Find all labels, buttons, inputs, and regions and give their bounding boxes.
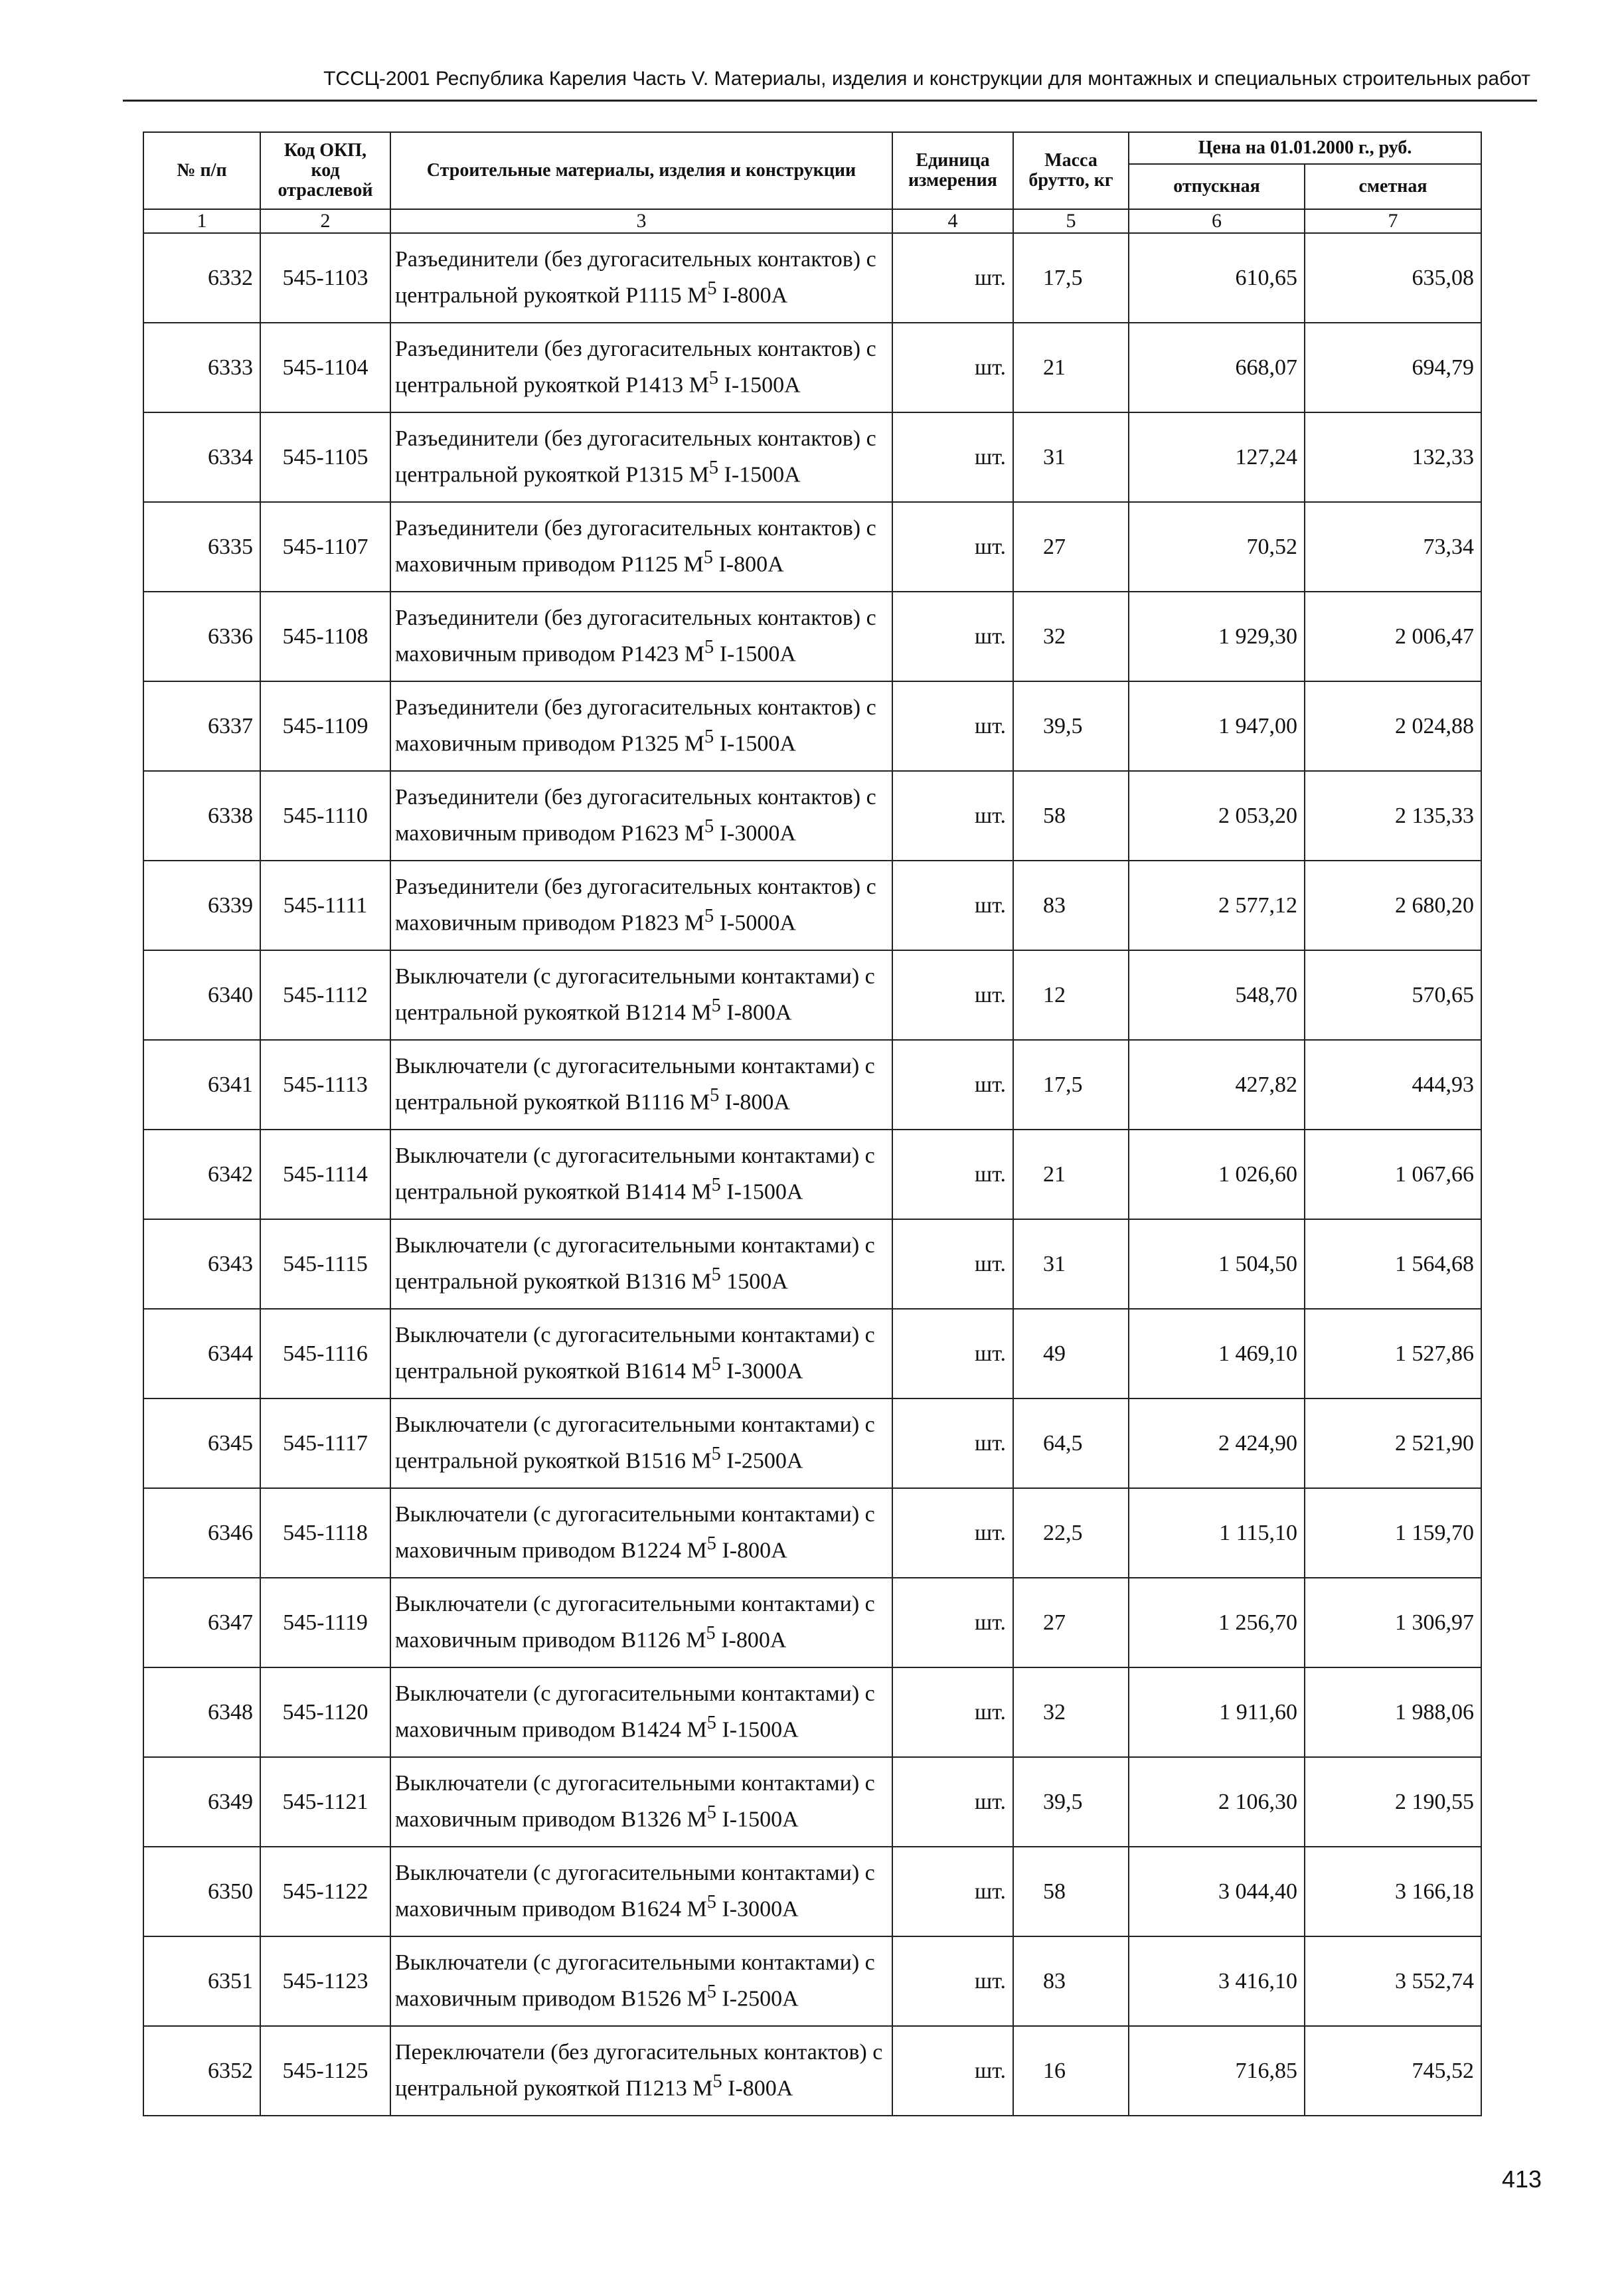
price-release-cell: 1 115,10 (1129, 1488, 1305, 1578)
description-superscript: 5 (706, 1892, 716, 1913)
material-description (390, 233, 892, 323)
description-text: Разъединители (без дугогасительных контактов) с маховичным приводом Р1823 М (395, 875, 876, 936)
price-release-cell: 1 256,70 (1129, 1578, 1305, 1667)
okp-code: 545-1114 (260, 1130, 390, 1219)
price-estimate-cell: 1 067,66 (1305, 1130, 1481, 1219)
description-text: Выключатели (с дугогасительными контактами) с маховичным приводом В1526 М (395, 1950, 875, 2011)
price-release-cell: 427,82 (1129, 1040, 1305, 1130)
okp-code: 545-1115 (260, 1219, 390, 1309)
mass-cell: 31 (1013, 1219, 1129, 1309)
description-text: Разъединители (без дугогасительных контактов) с маховичным приводом Р1125 М (395, 516, 876, 577)
description-superscript: 5 (706, 1982, 716, 2003)
material-description (390, 1757, 892, 1847)
description-superscript: 5 (706, 1713, 716, 1734)
description-superscript: 5 (704, 816, 714, 837)
okp-code: 545-1107 (260, 502, 390, 592)
table-row (143, 1667, 1481, 1757)
mass-cell: 12 (1013, 950, 1129, 1040)
table-row (143, 681, 1481, 771)
column-number: 5 (1013, 209, 1129, 233)
mass-cell: 31 (1013, 412, 1129, 502)
price-estimate-cell: 2 024,88 (1305, 681, 1481, 771)
description-text: Выключатели (с дугогасительными контактами) с центральной рукояткой В1614 М (395, 1323, 875, 1384)
price-estimate-cell: 444,93 (1305, 1040, 1481, 1130)
header-price: Цена на 01.01.2000 г., руб. (1129, 132, 1481, 164)
description-rating: I-1500А (716, 1807, 799, 1832)
price-estimate-cell: 694,79 (1305, 323, 1481, 412)
price-release-cell: 1 026,60 (1129, 1130, 1305, 1219)
header-price-estimate: сметная (1305, 164, 1481, 209)
description-text: Выключатели (с дугогасительными контактами) с центральной рукояткой В1116 М (395, 1054, 875, 1115)
table-row (143, 323, 1481, 412)
description-superscript: 5 (706, 1533, 716, 1555)
price-estimate-cell: 132,33 (1305, 412, 1481, 502)
description-superscript: 5 (704, 906, 714, 927)
description-text: Переключатели (без дугогасительных контактов) с центральной рукояткой П1213 М (395, 2040, 883, 2101)
price-release-cell: 70,52 (1129, 502, 1305, 592)
row-number: 6346 (143, 1488, 260, 1578)
description-superscript: 5 (704, 726, 714, 748)
price-release-cell: 1 504,50 (1129, 1219, 1305, 1309)
row-number: 6351 (143, 1936, 260, 2026)
okp-code: 545-1116 (260, 1309, 390, 1398)
description-rating: I-1500А (718, 462, 801, 487)
price-estimate-cell: 3 166,18 (1305, 1847, 1481, 1936)
column-number: 7 (1305, 209, 1481, 233)
unit-cell: шт. (892, 1219, 1013, 1309)
material-description (390, 1040, 892, 1130)
material-description (390, 1936, 892, 2026)
unit-cell: шт. (892, 412, 1013, 502)
table-row (143, 502, 1481, 592)
okp-code: 545-1104 (260, 323, 390, 412)
unit-cell: шт. (892, 1130, 1013, 1219)
description-text: Выключатели (с дугогасительными контактами) с маховичным приводом В1424 М (395, 1681, 875, 1742)
material-description (390, 1578, 892, 1667)
unit-cell: шт. (892, 950, 1013, 1040)
price-release-cell: 1 469,10 (1129, 1309, 1305, 1398)
description-text: Выключатели (с дугогасительными контактами) с центральной рукояткой В1214 М (395, 964, 875, 1025)
description-text: Выключатели (с дугогасительными контактами) с центральной рукояткой В1316 М (395, 1233, 875, 1294)
description-text: Разъединители (без дугогасительных контактов) с маховичным приводом Р1325 М (395, 695, 876, 756)
row-number: 6350 (143, 1847, 260, 1936)
row-number: 6343 (143, 1219, 260, 1309)
price-estimate-cell: 1 988,06 (1305, 1667, 1481, 1757)
unit-cell: шт. (892, 1309, 1013, 1398)
unit-cell: шт. (892, 233, 1013, 323)
price-estimate-cell: 2 680,20 (1305, 861, 1481, 950)
row-number: 6341 (143, 1040, 260, 1130)
column-number: 4 (892, 209, 1013, 233)
okp-code: 545-1123 (260, 1936, 390, 2026)
column-number: 3 (390, 209, 892, 233)
row-number: 6338 (143, 771, 260, 861)
table-row (143, 1936, 1481, 2026)
description-superscript: 5 (712, 2071, 722, 2092)
okp-code: 545-1105 (260, 412, 390, 502)
mass-cell: 32 (1013, 1667, 1129, 1757)
mass-cell: 21 (1013, 1130, 1129, 1219)
table-row (143, 1219, 1481, 1309)
description-text: Разъединители (без дугогасительных контактов) с центральной рукояткой Р1413 М (395, 337, 876, 398)
description-text: Разъединители (без дугогасительных контактов) с маховичным приводом Р1423 М (395, 606, 876, 667)
unit-cell: шт. (892, 771, 1013, 861)
description-superscript: 5 (707, 278, 717, 299)
description-text: Выключатели (с дугогасительными контактами) с маховичным приводом В1624 М (395, 1861, 875, 1922)
mass-cell: 16 (1013, 2026, 1129, 2116)
price-release-cell: 2 106,30 (1129, 1757, 1305, 1847)
material-description (390, 323, 892, 412)
okp-code: 545-1113 (260, 1040, 390, 1130)
price-estimate-cell: 1 306,97 (1305, 1578, 1481, 1667)
table-row (143, 861, 1481, 950)
description-rating: I-3000А (716, 1897, 799, 1922)
price-release-cell: 610,65 (1129, 233, 1305, 323)
row-number: 6342 (143, 1130, 260, 1219)
price-estimate-cell: 1 527,86 (1305, 1309, 1481, 1398)
material-description (390, 681, 892, 771)
description-text: Разъединители (без дугогасительных контактов) с центральной рукояткой Р1115 М (395, 247, 876, 308)
price-release-cell: 1 929,30 (1129, 592, 1305, 681)
row-number: 6352 (143, 2026, 260, 2116)
material-description (390, 771, 892, 861)
column-number: 1 (143, 209, 260, 233)
description-rating: I-1500А (720, 1179, 803, 1205)
description-text: Разъединители (без дугогасительных контактов) с маховичным приводом Р1623 М (395, 785, 876, 846)
price-release-cell: 668,07 (1129, 323, 1305, 412)
column-number: 2 (260, 209, 390, 233)
description-rating: 1500А (720, 1269, 788, 1294)
description-superscript: 5 (704, 637, 714, 658)
description-superscript: 5 (703, 547, 713, 568)
description-superscript: 5 (711, 1264, 721, 1286)
table-row (143, 1309, 1481, 1398)
unit-cell: шт. (892, 2026, 1013, 2116)
table-row (143, 1757, 1481, 1847)
column-numbers-row (143, 209, 1481, 233)
mass-cell: 17,5 (1013, 233, 1129, 323)
price-release-cell: 127,24 (1129, 412, 1305, 502)
table-row (143, 950, 1481, 1040)
description-rating: I-1500А (714, 641, 796, 667)
column-number: 6 (1129, 209, 1305, 233)
unit-cell: шт. (892, 1936, 1013, 2026)
price-estimate-cell: 2 135,33 (1305, 771, 1481, 861)
table-row (143, 1578, 1481, 1667)
material-description (390, 1847, 892, 1936)
price-release-cell: 1 947,00 (1129, 681, 1305, 771)
description-text: Выключатели (с дугогасительными контактами) с центральной рукояткой В1516 М (395, 1412, 875, 1474)
row-number: 6339 (143, 861, 260, 950)
okp-code: 545-1118 (260, 1488, 390, 1578)
description-superscript: 5 (711, 1444, 721, 1465)
table-body (143, 233, 1481, 2116)
unit-cell: шт. (892, 1488, 1013, 1578)
mass-cell: 49 (1013, 1309, 1129, 1398)
description-rating: I-3000А (720, 1359, 803, 1384)
table-row (143, 592, 1481, 681)
description-superscript: 5 (711, 1175, 721, 1196)
header-desc: Строительные материалы, изделия и конструкции (390, 132, 892, 209)
table-row (143, 771, 1481, 861)
table-row (143, 233, 1481, 323)
mass-cell: 32 (1013, 592, 1129, 681)
row-number: 6345 (143, 1398, 260, 1488)
material-description (390, 1219, 892, 1309)
mass-cell: 39,5 (1013, 681, 1129, 771)
price-estimate-cell: 1 564,68 (1305, 1219, 1481, 1309)
table-row (143, 2026, 1481, 2116)
description-superscript: 5 (711, 995, 721, 1017)
description-rating: I-2500А (720, 1448, 803, 1474)
unit-cell: шт. (892, 1398, 1013, 1488)
material-description (390, 2026, 892, 2116)
price-estimate-cell: 2 006,47 (1305, 592, 1481, 681)
description-text: Выключатели (с дугогасительными контактами) с маховичным приводом В1224 М (395, 1502, 875, 1563)
page-number: 413 (1502, 2165, 1542, 2193)
okp-code: 545-1111 (260, 861, 390, 950)
okp-code: 545-1108 (260, 592, 390, 681)
description-rating: I-800А (715, 1628, 787, 1653)
header-title: ТССЦ-2001 Республика Карелия Часть V. Материалы, изделия и конструкции для монтажных и специальных строительных работ (323, 68, 1530, 90)
mass-cell: 83 (1013, 861, 1129, 950)
price-release-cell: 3 416,10 (1129, 1936, 1305, 2026)
okp-code: 545-1120 (260, 1667, 390, 1757)
unit-cell: шт. (892, 502, 1013, 592)
mass-cell: 17,5 (1013, 1040, 1129, 1130)
mass-cell: 83 (1013, 1936, 1129, 2026)
description-rating: I-3000А (714, 821, 796, 846)
description-text: Выключатели (с дугогасительными контактами) с маховичным приводом В1326 М (395, 1771, 875, 1832)
price-estimate-cell: 73,34 (1305, 502, 1481, 592)
material-description (390, 502, 892, 592)
row-number: 6340 (143, 950, 260, 1040)
unit-cell: шт. (892, 861, 1013, 950)
price-release-cell: 1 911,60 (1129, 1667, 1305, 1757)
description-rating: I-2500А (716, 1986, 799, 2011)
price-release-cell: 2 053,20 (1129, 771, 1305, 861)
description-superscript: 5 (708, 368, 719, 389)
price-table (143, 131, 1482, 2116)
header-mass: Масса брутто, кг (1013, 132, 1129, 209)
mass-cell: 58 (1013, 1847, 1129, 1936)
header-num: № п/п (143, 132, 260, 209)
running-header (123, 68, 1537, 102)
mass-cell: 21 (1013, 323, 1129, 412)
description-rating: I-800А (720, 1000, 792, 1025)
row-number: 6333 (143, 323, 260, 412)
description-rating: I-800А (719, 1090, 790, 1115)
row-number: 6337 (143, 681, 260, 771)
material-description (390, 592, 892, 681)
okp-code: 545-1122 (260, 1847, 390, 1936)
mass-cell: 22,5 (1013, 1488, 1129, 1578)
table-row (143, 1040, 1481, 1130)
row-number: 6348 (143, 1667, 260, 1757)
description-rating: I-1500А (714, 731, 796, 756)
okp-code: 545-1109 (260, 681, 390, 771)
table-row (143, 412, 1481, 502)
description-rating: I-1500А (716, 1717, 799, 1742)
table-row (143, 1488, 1481, 1578)
description-rating: I-800А (712, 552, 784, 577)
row-number: 6332 (143, 233, 260, 323)
okp-code: 545-1112 (260, 950, 390, 1040)
description-superscript: 5 (710, 1085, 720, 1106)
material-description (390, 1309, 892, 1398)
okp-code: 545-1125 (260, 2026, 390, 2116)
okp-code: 545-1117 (260, 1398, 390, 1488)
material-description (390, 1398, 892, 1488)
mass-cell: 39,5 (1013, 1757, 1129, 1847)
description-superscript: 5 (711, 1354, 721, 1375)
price-release-cell: 2 424,90 (1129, 1398, 1305, 1488)
unit-cell: шт. (892, 1040, 1013, 1130)
price-release-cell: 716,85 (1129, 2026, 1305, 2116)
material-description (390, 950, 892, 1040)
description-rating: I-800А (716, 1538, 787, 1563)
table-row (143, 1847, 1481, 1936)
material-description (390, 1488, 892, 1578)
row-number: 6349 (143, 1757, 260, 1847)
header-code: Код ОКП, код отраслевой (260, 132, 390, 209)
price-estimate-cell: 745,52 (1305, 2026, 1481, 2116)
mass-cell: 27 (1013, 502, 1129, 592)
row-number: 6347 (143, 1578, 260, 1667)
unit-cell: шт. (892, 592, 1013, 681)
header-price-release: отпускная (1129, 164, 1305, 209)
table-header (143, 132, 1481, 233)
material-description (390, 412, 892, 502)
description-text: Выключатели (с дугогасительными контактами) с маховичным приводом В1126 М (395, 1592, 875, 1653)
description-rating: I-800А (722, 2076, 793, 2101)
price-estimate-cell: 635,08 (1305, 233, 1481, 323)
description-superscript: 5 (706, 1623, 716, 1644)
table-row (143, 1398, 1481, 1488)
material-description (390, 861, 892, 950)
row-number: 6335 (143, 502, 260, 592)
price-release-cell: 2 577,12 (1129, 861, 1305, 950)
mass-cell: 27 (1013, 1578, 1129, 1667)
description-text: Разъединители (без дугогасительных контактов) с центральной рукояткой Р1315 М (395, 426, 876, 487)
table-row (143, 1130, 1481, 1219)
price-estimate-cell: 2 521,90 (1305, 1398, 1481, 1488)
price-estimate-cell: 570,65 (1305, 950, 1481, 1040)
description-rating: I-800А (716, 283, 788, 308)
material-description (390, 1130, 892, 1219)
price-estimate-cell: 1 159,70 (1305, 1488, 1481, 1578)
price-estimate-cell: 3 552,74 (1305, 1936, 1481, 2026)
unit-cell: шт. (892, 1667, 1013, 1757)
mass-cell: 64,5 (1013, 1398, 1129, 1488)
unit-cell: шт. (892, 1578, 1013, 1667)
material-description (390, 1667, 892, 1757)
unit-cell: шт. (892, 1847, 1013, 1936)
description-superscript: 5 (708, 458, 719, 479)
okp-code: 545-1119 (260, 1578, 390, 1667)
price-estimate-cell: 2 190,55 (1305, 1757, 1481, 1847)
row-number: 6344 (143, 1309, 260, 1398)
unit-cell: шт. (892, 681, 1013, 771)
row-number: 6334 (143, 412, 260, 502)
price-release-cell: 3 044,40 (1129, 1847, 1305, 1936)
okp-code: 545-1103 (260, 233, 390, 323)
mass-cell: 58 (1013, 771, 1129, 861)
unit-cell: шт. (892, 323, 1013, 412)
unit-cell: шт. (892, 1757, 1013, 1847)
price-release-cell: 548,70 (1129, 950, 1305, 1040)
description-superscript: 5 (706, 1802, 716, 1823)
row-number: 6336 (143, 592, 260, 681)
description-rating: I-5000А (714, 910, 796, 936)
header-unit: Единица измерения (892, 132, 1013, 209)
description-text: Выключатели (с дугогасительными контактами) с центральной рукояткой В1414 М (395, 1144, 875, 1205)
okp-code: 545-1110 (260, 771, 390, 861)
description-rating: I-1500А (718, 373, 801, 398)
okp-code: 545-1121 (260, 1757, 390, 1847)
